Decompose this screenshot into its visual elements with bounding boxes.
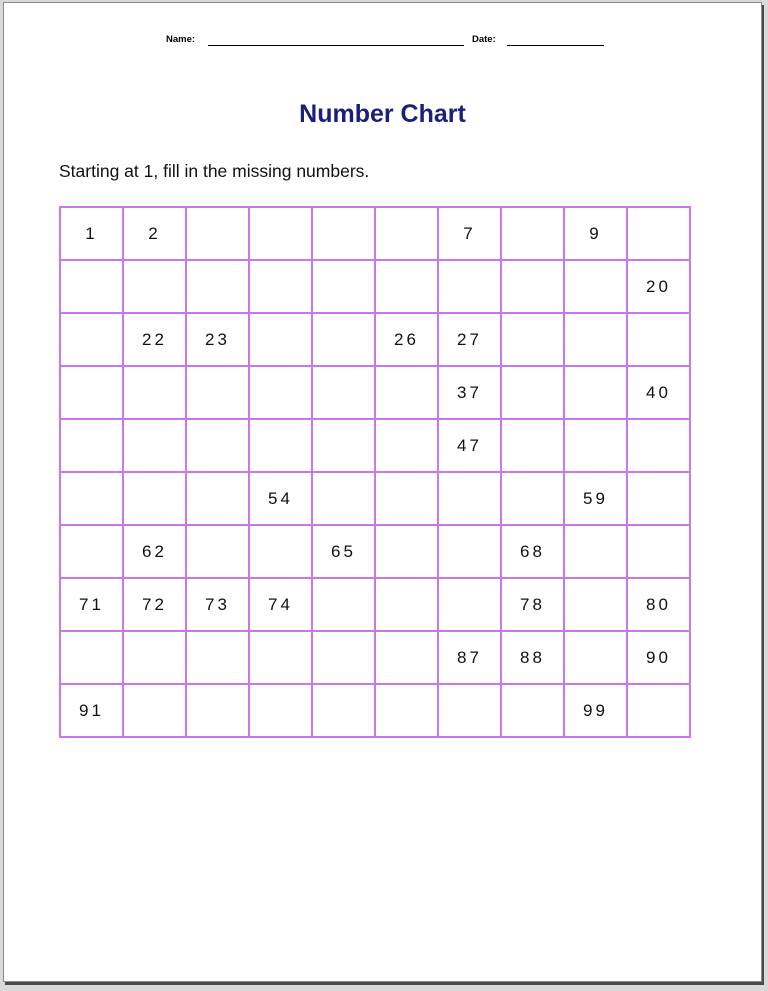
grid-cell (627, 419, 690, 472)
grid-row (60, 472, 690, 525)
grid-cell (312, 472, 375, 525)
grid-cell (501, 260, 564, 313)
grid-cell (312, 260, 375, 313)
grid-cell (123, 419, 186, 472)
date-line (507, 45, 604, 46)
grid-cell (501, 684, 564, 737)
grid-cell (249, 366, 312, 419)
grid-cell (501, 419, 564, 472)
grid-cell: 87 (438, 631, 501, 684)
grid-cell (123, 366, 186, 419)
grid-cell (60, 525, 123, 578)
grid-cell: 37 (438, 366, 501, 419)
grid-cell (312, 631, 375, 684)
grid-cell (186, 207, 249, 260)
grid-cell: 40 (627, 366, 690, 419)
grid-cell (249, 313, 312, 366)
grid-cell (375, 419, 438, 472)
grid-cell (375, 631, 438, 684)
grid-cell (564, 578, 627, 631)
grid-cell (564, 366, 627, 419)
grid-cell: 65 (312, 525, 375, 578)
grid-cell (501, 366, 564, 419)
grid-cell (60, 631, 123, 684)
grid-cell (375, 684, 438, 737)
grid-cell (186, 260, 249, 313)
grid-cell (627, 313, 690, 366)
grid-cell (249, 207, 312, 260)
grid-cell (501, 207, 564, 260)
grid-cell (123, 472, 186, 525)
instructions-text: Starting at 1, fill in the missing numbers. (59, 161, 370, 181)
page-title: Number Chart (299, 100, 466, 128)
grid-cell (123, 260, 186, 313)
grid-cell: 2 (123, 207, 186, 260)
grid-cell (564, 260, 627, 313)
grid-row (60, 419, 690, 472)
grid-cell (60, 419, 123, 472)
grid-row (60, 207, 690, 260)
grid-cell (438, 525, 501, 578)
grid-cell (249, 525, 312, 578)
grid-cell (312, 684, 375, 737)
grid-cell: 88 (501, 631, 564, 684)
grid-cell (249, 260, 312, 313)
grid-cell: 74 (249, 578, 312, 631)
grid-row (60, 525, 690, 578)
grid-cell (627, 684, 690, 737)
grid-cell (375, 578, 438, 631)
grid-cell (627, 472, 690, 525)
grid-cell (564, 631, 627, 684)
grid-cell: 59 (564, 472, 627, 525)
grid-cell (564, 313, 627, 366)
grid-cell (564, 419, 627, 472)
grid-cell (438, 684, 501, 737)
grid-cell (501, 313, 564, 366)
grid-cell: 91 (60, 684, 123, 737)
grid-cell (312, 313, 375, 366)
name-line (208, 45, 464, 46)
grid-cell (501, 472, 564, 525)
grid-cell: 80 (627, 578, 690, 631)
grid-row (60, 684, 690, 737)
grid-cell (438, 472, 501, 525)
grid-cell: 99 (564, 684, 627, 737)
grid-cell: 47 (438, 419, 501, 472)
grid-cell (375, 472, 438, 525)
grid-cell (375, 207, 438, 260)
grid-row (60, 313, 690, 366)
grid-cell (564, 525, 627, 578)
grid-cell: 27 (438, 313, 501, 366)
grid-cell (375, 366, 438, 419)
grid-cell: 71 (60, 578, 123, 631)
grid-cell (249, 684, 312, 737)
grid-cell (60, 260, 123, 313)
grid-cell (186, 472, 249, 525)
grid-cell (312, 366, 375, 419)
grid-cell (186, 419, 249, 472)
grid-cell (60, 472, 123, 525)
grid-cell: 68 (501, 525, 564, 578)
grid-cell: 23 (186, 313, 249, 366)
name-label: Name: (166, 34, 196, 45)
worksheet-page (3, 2, 762, 982)
grid-row (60, 631, 690, 684)
grid-cell (627, 207, 690, 260)
grid-cell: 73 (186, 578, 249, 631)
grid-cell (438, 260, 501, 313)
grid-cell (627, 525, 690, 578)
grid-cell: 78 (501, 578, 564, 631)
grid-cell (60, 313, 123, 366)
grid-cell: 22 (123, 313, 186, 366)
grid-row (60, 260, 690, 313)
grid-cell (438, 578, 501, 631)
grid-cell (60, 366, 123, 419)
grid-cell (123, 631, 186, 684)
date-label: Date: (472, 34, 496, 45)
grid-cell: 72 (123, 578, 186, 631)
grid-cell: 54 (249, 472, 312, 525)
grid-cell (186, 684, 249, 737)
grid-cell (249, 419, 312, 472)
grid-row (60, 578, 690, 631)
grid-cell (123, 684, 186, 737)
grid-cell (312, 207, 375, 260)
grid-cell: 26 (375, 313, 438, 366)
grid-cell: 7 (438, 207, 501, 260)
grid-cell (186, 366, 249, 419)
grid-cell: 20 (627, 260, 690, 313)
grid-cell (249, 631, 312, 684)
grid-cell: 90 (627, 631, 690, 684)
grid-cell (375, 525, 438, 578)
grid-row (60, 366, 690, 419)
grid-cell (186, 631, 249, 684)
grid-cell (312, 419, 375, 472)
number-chart-grid (59, 206, 691, 738)
grid-cell (375, 260, 438, 313)
grid-cell (312, 578, 375, 631)
grid-cell (186, 525, 249, 578)
grid-cell: 1 (60, 207, 123, 260)
grid-cell: 9 (564, 207, 627, 260)
grid-cell: 62 (123, 525, 186, 578)
